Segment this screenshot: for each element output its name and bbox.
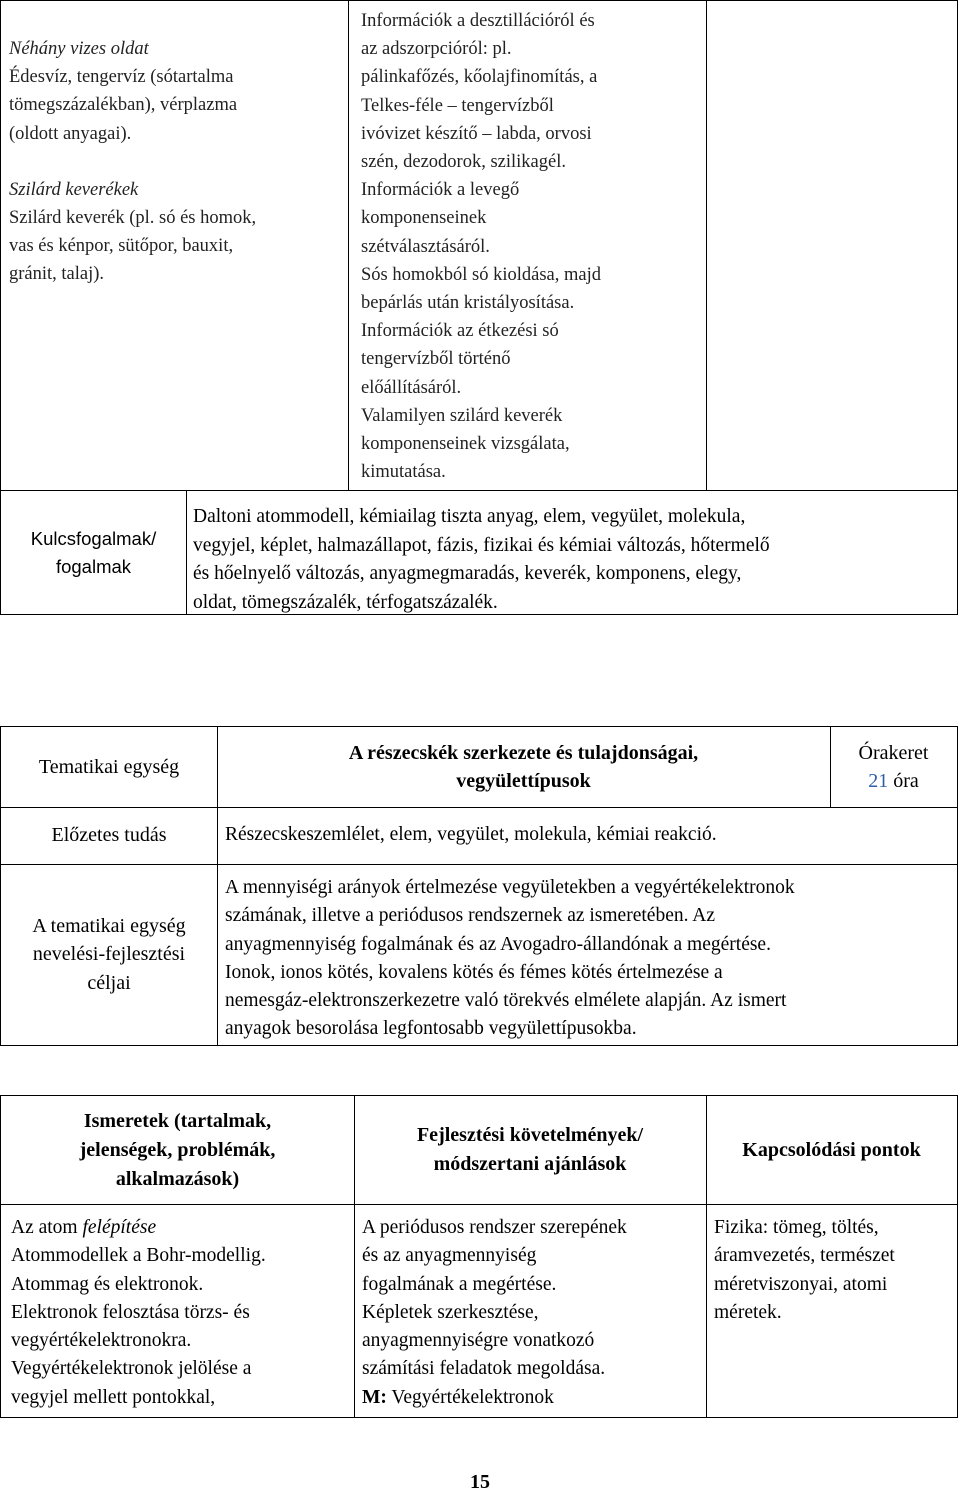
hours-cell	[830, 726, 958, 808]
connections-line: méretviszonyai, atomi	[714, 1273, 888, 1295]
info-line: Telkes-féle – tengervízből	[361, 95, 554, 116]
hours-value: 21	[868, 770, 889, 792]
knowledge-line: Vegyértékelektronok jelölése a	[11, 1358, 252, 1380]
knowledge-line: vegyértékelektronokra.	[11, 1330, 192, 1352]
info-line: szétválasztásáról.	[361, 236, 490, 257]
header-knowledge: alkalmazások)	[115, 1167, 240, 1190]
key-concepts-line: és hőelnyelő változás, anyagmegmaradás, keverék, komponens, elegy,	[193, 563, 742, 584]
info-line: az adszorpcióról: pl.	[361, 39, 512, 60]
info-line: pálinkafőzés, kőolajfinomítás, a	[361, 67, 598, 88]
unit-title-cell	[217, 726, 831, 808]
key-concepts-line: vegyjel, képlet, halmazállapot, fázis, fizikai és kémiai változás, hőtermelő	[193, 534, 770, 556]
requirements-line: A periódusos rendszer szerepének	[362, 1217, 627, 1238]
goals-label: A tematikai egység	[32, 915, 186, 938]
goals-line: anyagok besorolása legfontosabb vegyülettípusokba.	[225, 1018, 637, 1040]
key-concepts-line: Daltoni atommodell, kémiailag tiszta anyag, elem, vegyület, molekula,	[193, 506, 746, 527]
knowledge-first-plain: Az atom	[11, 1217, 83, 1238]
knowledge-first-line	[11, 1214, 346, 1242]
header-knowledge: Ismeretek (tartalmak,	[83, 1109, 272, 1132]
key-concepts-line: oldat, tömegszázalék, térfogatszázalék.	[193, 591, 498, 613]
requirements-line: számítási feladatok megoldása.	[362, 1358, 606, 1380]
unit-title: A részecskék szerkezete és tulajdonságai,	[348, 741, 699, 764]
knowledge-first-italic: felépítése	[82, 1217, 157, 1238]
requirements-line: Képletek szerkesztése,	[362, 1301, 539, 1323]
info-line: Információk a desztillációról és	[361, 11, 595, 31]
goals-text-cell	[217, 864, 958, 1046]
info-line: komponenseinek	[361, 208, 487, 229]
goals-line: anyagmennyiség fogalmának és az Avogadro-állandónak a megértése.	[225, 933, 771, 955]
hours-unit: óra	[893, 770, 919, 792]
prior-label: Előzetes tudás	[51, 824, 167, 847]
unit-title: vegyülettípusok	[456, 770, 591, 792]
key-concepts-text-cell	[187, 490, 958, 615]
header-requirements-cell	[354, 1095, 707, 1205]
solid-text-line: vas és kénpor, sütőpor, bauxit,	[9, 236, 234, 257]
goals-line: nemesgáz-elektronszerkezetre való törekvés elmélete alapján. Az ismert	[225, 990, 787, 1012]
info-line: Sós homokból só kioldása, majd	[361, 264, 601, 285]
requirements-cell	[354, 1204, 707, 1418]
knowledge-cell	[0, 1204, 355, 1418]
knowledge-line: Atommag és elektronok.	[11, 1273, 204, 1295]
requirements-line: anyagmennyiségre vonatkozó	[362, 1330, 595, 1352]
hours-label: Órakeret	[858, 741, 929, 764]
goals-line: A mennyiségi arányok értelmezése vegyületekben a vegyértékelektronok	[225, 877, 795, 898]
connections-line: áramvezetés, természet	[714, 1245, 895, 1267]
goals-label: nevelési-fejlesztési	[32, 943, 186, 966]
connections-line: méretek.	[714, 1301, 782, 1323]
info-line: tengervízből történő	[361, 349, 511, 370]
requirements-marker: M:	[362, 1386, 387, 1408]
requirements-line: és az anyagmennyiség	[362, 1245, 537, 1267]
key-concepts-label-cell	[0, 490, 187, 615]
prior-text: Részecskeszemlélet, elem, vegyület, molekula, kémiai reakció.	[225, 824, 717, 845]
key-concepts-label: Kulcsfogalmak/	[30, 527, 157, 549]
goals-label-cell	[0, 864, 218, 1046]
unit-label-cell	[0, 726, 218, 808]
knowledge-line: Elektronok felosztása törzs- és	[11, 1301, 250, 1323]
page-number: 15	[470, 1471, 490, 1493]
header-requirements: Fejlesztési követelmények/	[416, 1124, 644, 1146]
prior-label-cell	[0, 807, 218, 865]
goals-line: számának, illetve a periódusos rendszernek az ismeretében. Az	[225, 905, 716, 927]
top-left-cell	[0, 0, 349, 490]
info-line: szén, dezodorok, szilikagél.	[361, 152, 566, 173]
goals-line: Ionok, ionos kötés, kovalens kötés és fémes kötés értelmezése a	[225, 961, 723, 983]
header-connections-cell	[706, 1095, 958, 1205]
info-line: ivóvizet készítő – labda, orvosi	[361, 123, 592, 144]
requirements-last-line	[362, 1384, 700, 1412]
info-line: Valamilyen szilárd keverék	[361, 405, 563, 426]
prior-text-cell	[217, 807, 958, 865]
hours-line	[868, 767, 919, 795]
key-concepts-label: fogalmak	[55, 555, 132, 577]
solid-text-line: gránit, talaj).	[9, 264, 105, 285]
info-line: előállításáról.	[361, 377, 462, 398]
connections-cell	[706, 1204, 958, 1418]
unit-label: Tematikai egység	[38, 755, 180, 778]
requirements-line: fogalmának a megértése.	[362, 1273, 557, 1295]
info-line: Információk az étkezési só	[361, 321, 559, 342]
info-line: komponenseinek vizsgálata,	[361, 434, 570, 455]
aqueous-text-line: tömegszázalékban), vérplazma	[9, 95, 238, 116]
knowledge-line: vegyjel mellett pontokkal,	[11, 1386, 216, 1408]
header-knowledge: jelenségek, problémák,	[79, 1138, 276, 1161]
heading-aqueous-solutions: Néhány vizes oldat	[9, 39, 149, 59]
header-requirements: módszertani ajánlások	[433, 1153, 627, 1175]
header-connections: Kapcsolódási pontok	[742, 1138, 921, 1161]
goals-label: céljai	[87, 971, 131, 994]
aqueous-text-line: (oldott anyagai).	[9, 123, 132, 144]
requirements-last-text: Vegyértékelektronok	[386, 1386, 554, 1408]
info-line: bepárlás után kristályosítása.	[361, 293, 575, 314]
heading-solid-mixtures: Szilárd keverékek	[9, 179, 139, 200]
aqueous-text-line: Édesvíz, tengervíz (sótartalma	[9, 67, 234, 88]
connections-line: Fizika: tömeg, töltés,	[714, 1217, 879, 1238]
solid-text-line: Szilárd keverék (pl. só és homok,	[9, 208, 257, 229]
top-right-cell	[707, 0, 958, 490]
header-knowledge-cell	[0, 1095, 355, 1205]
top-middle-cell	[349, 0, 707, 490]
info-line: kimutatása.	[361, 462, 446, 483]
info-line: Információk a levegő	[361, 180, 520, 201]
knowledge-line: Atommodellek a Bohr-modellig.	[11, 1245, 266, 1267]
